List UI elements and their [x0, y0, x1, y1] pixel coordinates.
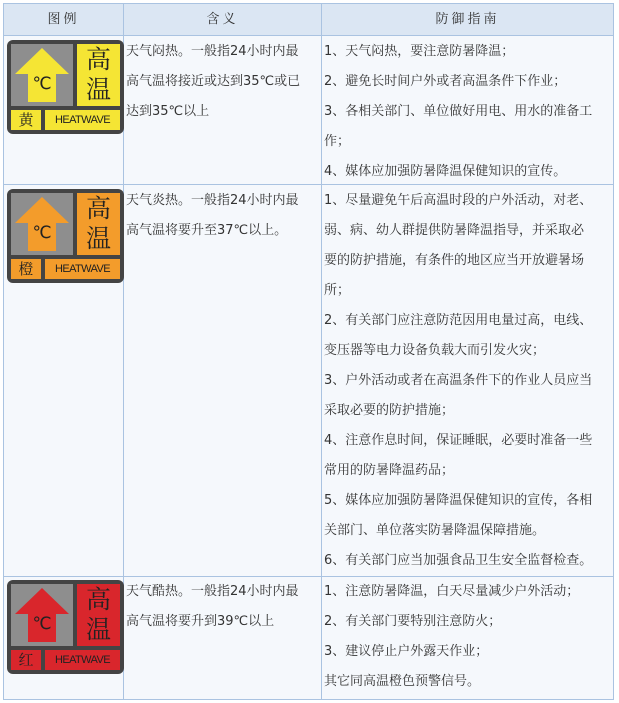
guide-line: 关部门、单位落实防暑降温保障措施。 — [324, 523, 546, 538]
arrow-box — [11, 193, 73, 255]
guide-line: 4、注意作息时间，保证睡眠，必要时准备一些 — [324, 433, 593, 448]
meaning-text — [126, 186, 321, 246]
arrow-box — [11, 44, 73, 106]
guide-line: 1、注意防暑降温，白天尽量减少户外活动； — [324, 584, 580, 599]
orange-heat-warning-icon — [7, 189, 124, 283]
guide-line: 5、媒体应加强防暑降温保健知识的宣传，各相 — [324, 493, 593, 508]
celsius-symbol: ℃ — [32, 223, 52, 243]
meaning-line: 达到35℃以上 — [126, 104, 210, 119]
title-bottom: 温 — [85, 615, 111, 644]
heatwave-tag: HEATWAVE — [45, 259, 120, 279]
guide-line: 2、有关部门要特别注意防火； — [324, 614, 502, 629]
meaning-line: 高气温将要升至37℃以上。 — [126, 223, 288, 238]
column-divider — [321, 4, 322, 699]
level-label: 黄 — [11, 110, 41, 130]
title-top: 高 — [85, 585, 111, 614]
meaning-line: 天气炎热。一般指24小时内最 — [126, 193, 299, 208]
level-label: 红 — [11, 650, 41, 670]
celsius-symbol: ℃ — [32, 74, 52, 94]
high-temp-label — [77, 44, 120, 106]
high-temp-label — [77, 584, 120, 646]
guide-line: 1、尽量避免午后高温时段的户外活动，对老、 — [324, 193, 593, 208]
guide-line: 3、建议停止户外露天作业； — [324, 644, 489, 659]
guide-line: 所； — [324, 283, 351, 298]
red-heat-warning-icon — [7, 580, 124, 674]
header-meaning: 含义 — [206, 12, 239, 27]
title-bottom: 温 — [85, 75, 111, 104]
guide-text — [324, 577, 612, 697]
guide-text — [324, 37, 612, 187]
celsius-symbol: ℃ — [32, 614, 52, 634]
level-label: 橙 — [11, 259, 41, 279]
heatwave-tag: HEATWAVE — [45, 650, 120, 670]
heatwave-tag: HEATWAVE — [45, 110, 120, 130]
guide-line: 常用的防暑降温药品； — [324, 463, 455, 478]
guide-line: 6、有关部门应当加强食品卫生安全监督检查。 — [324, 553, 593, 568]
title-bottom: 温 — [85, 224, 111, 253]
meaning-line: 天气酷热。一般指24小时内最 — [126, 584, 299, 599]
meaning-line: 高气温将接近或达到35℃或已 — [126, 74, 301, 89]
guide-line: 4、媒体应加强防暑降温保健知识的宣传。 — [324, 164, 567, 179]
guide-line: 作； — [324, 134, 351, 149]
guide-line: 2、避免长时间户外或者高温条件下作业； — [324, 74, 567, 89]
heat-warning-table — [3, 3, 614, 700]
meaning-line: 高气温将要升到39℃以上 — [126, 614, 275, 629]
guide-line: 弱、病、幼人群提供防暑降温指导，并采取必 — [324, 223, 585, 238]
guide-line: 2、有关部门应注意防范因用电量过高，电线、 — [324, 313, 593, 328]
meaning-line: 天气闷热。一般指24小时内最 — [126, 44, 299, 59]
high-temp-label — [77, 193, 120, 255]
guide-line: 要的防护措施，有条件的地区应当开放避暑场 — [324, 253, 585, 268]
guide-line: 1、天气闷热，要注意防暑降温； — [324, 44, 515, 59]
header-guide: 防御指南 — [435, 12, 500, 27]
guide-text — [324, 186, 612, 576]
guide-line: 采取必要的防护措施； — [324, 403, 455, 418]
guide-line: 其它同高温橙色预警信号。 — [324, 674, 481, 689]
title-top: 高 — [85, 45, 111, 74]
guide-line: 3、户外活动或者在高温条件下的作业人员应当 — [324, 373, 593, 388]
yellow-heat-warning-icon — [7, 40, 124, 134]
meaning-text — [126, 37, 321, 127]
meaning-text — [126, 577, 321, 637]
title-top: 高 — [85, 194, 111, 223]
header-legend: 图例 — [47, 12, 80, 27]
table-header — [4, 4, 613, 36]
guide-line: 变压器等电力设备负载大而引发火灾； — [324, 343, 546, 358]
arrow-box — [11, 584, 73, 646]
guide-line: 3、各相关部门、单位做好用电、用水的准备工 — [324, 104, 593, 119]
